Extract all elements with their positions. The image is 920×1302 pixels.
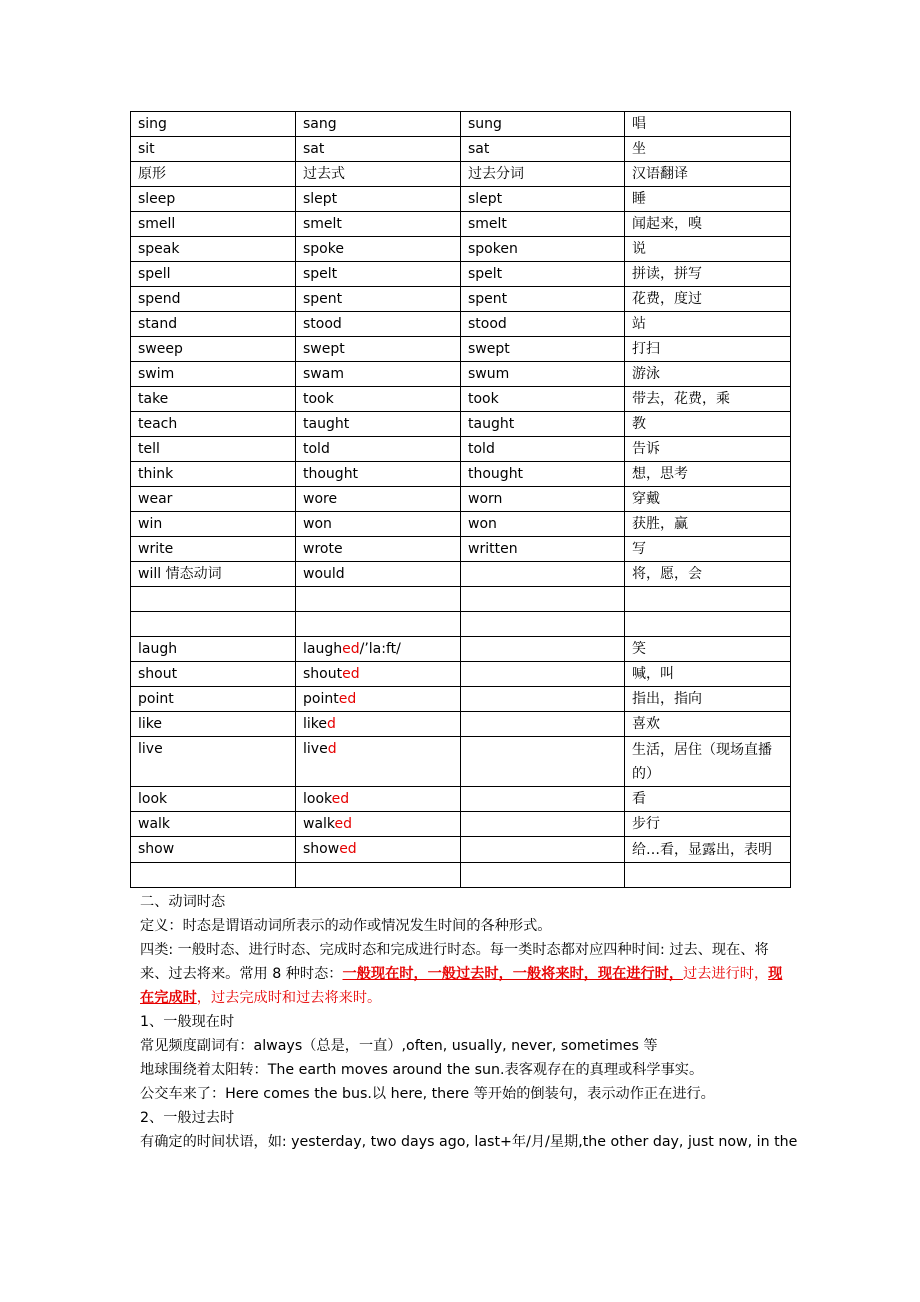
past-stem: point — [303, 691, 339, 707]
base-form-cell: point — [131, 687, 296, 712]
translation-cell: 写 — [625, 537, 791, 562]
past-tense-cell: swam — [296, 362, 461, 387]
past-stem: look — [303, 791, 332, 807]
past-tense-cell: spelt — [296, 262, 461, 287]
base-form-cell: tell — [131, 437, 296, 462]
base-form-cell: win — [131, 512, 296, 537]
table-row — [131, 337, 791, 362]
highlight-tenses-1: 一般现在时，一般过去时，一般将来时，现在进行时， — [342, 966, 684, 982]
empty-cell — [131, 587, 296, 612]
past-participle-cell: swum — [461, 362, 625, 387]
past-suffix: ed — [338, 691, 357, 707]
table-row — [131, 812, 791, 837]
past-participle-cell — [461, 812, 625, 837]
past-tense-cell — [296, 662, 461, 687]
past-participle-cell: spent — [461, 287, 625, 312]
past-tense-cell: told — [296, 437, 461, 462]
base-form-cell: take — [131, 387, 296, 412]
table-row — [131, 662, 791, 687]
base-form-cell: wear — [131, 487, 296, 512]
table-row — [131, 462, 791, 487]
past-tense-cell — [296, 737, 461, 787]
tense-notes — [140, 890, 798, 1154]
past-participle-cell: 过去分词 — [461, 162, 625, 187]
past-tense-cell: thought — [296, 462, 461, 487]
base-form-cell: swim — [131, 362, 296, 387]
definition-text: 定义：时态是谓语动词所表示的动作或情况发生时间的各种形式。 — [140, 918, 552, 934]
past-stem: shout — [303, 666, 343, 682]
empty-row — [131, 612, 791, 637]
table-row — [131, 787, 791, 812]
past-participle-cell: took — [461, 387, 625, 412]
past-participle-cell — [461, 687, 625, 712]
past-tense-cell: wore — [296, 487, 461, 512]
past-stem: like — [303, 716, 328, 732]
table-row — [131, 387, 791, 412]
past-tense-cell: won — [296, 512, 461, 537]
translation-cell: 生活，居住（现场直播的） — [625, 737, 791, 787]
base-form-cell: sleep — [131, 187, 296, 212]
empty-cell — [296, 587, 461, 612]
base-form-cell: teach — [131, 412, 296, 437]
document-page — [130, 111, 798, 1154]
past-participle-cell — [461, 737, 625, 787]
translation-cell: 喜欢 — [625, 712, 791, 737]
translation-cell: 坐 — [625, 137, 791, 162]
past-stem: show — [303, 841, 340, 857]
section-heading: 二、动词时态 — [140, 894, 226, 910]
table-row — [131, 112, 791, 137]
past-tense-cell — [296, 637, 461, 662]
table-row — [131, 637, 791, 662]
base-form-cell: sit — [131, 137, 296, 162]
past-participle-cell: thought — [461, 462, 625, 487]
base-form-cell: spell — [131, 262, 296, 287]
past-tense-cell — [296, 712, 461, 737]
translation-cell: 指出，指向 — [625, 687, 791, 712]
past-tense-cell: spoke — [296, 237, 461, 262]
past-participle-cell — [461, 662, 625, 687]
past-tense-cell: 过去式 — [296, 162, 461, 187]
base-form-cell: speak — [131, 237, 296, 262]
base-form-cell: shout — [131, 662, 296, 687]
translation-cell: 笑 — [625, 637, 791, 662]
base-form-cell: laugh — [131, 637, 296, 662]
past-participle-cell: written — [461, 537, 625, 562]
past-tense-cell: spent — [296, 287, 461, 312]
past-suffix: ed — [334, 816, 353, 832]
table-row — [131, 162, 791, 187]
table-row — [131, 737, 791, 787]
past-participle-cell: taught — [461, 412, 625, 437]
table-row — [131, 362, 791, 387]
verb-table-body — [131, 112, 791, 888]
empty-cell — [296, 863, 461, 888]
table-row — [131, 237, 791, 262]
base-form-cell: walk — [131, 812, 296, 837]
past-participle-cell: sung — [461, 112, 625, 137]
table-row — [131, 287, 791, 312]
past-tense-cell — [296, 812, 461, 837]
table-row — [131, 412, 791, 437]
base-form-cell: live — [131, 737, 296, 787]
past-participle-cell — [461, 837, 625, 863]
base-form-cell: 原形 — [131, 162, 296, 187]
translation-cell: 闻起来，嗅 — [625, 212, 791, 237]
past-tense-cell: taught — [296, 412, 461, 437]
s2-line1: 有确定的时间状语，如: yesterday, two days ago, last+年/月/星期,the other day, just now, in the — [140, 1134, 798, 1150]
base-form-cell: spend — [131, 287, 296, 312]
table-row — [131, 837, 791, 863]
past-tense-cell — [296, 687, 461, 712]
base-form-cell: sing — [131, 112, 296, 137]
past-suffix: d — [327, 741, 337, 757]
past-suffix: d — [327, 716, 336, 732]
past-tense-cell: wrote — [296, 537, 461, 562]
past-tense-cell: smelt — [296, 212, 461, 237]
past-stem: walk — [303, 816, 335, 832]
past-suffix: ed — [331, 791, 350, 807]
translation-cell: 唱 — [625, 112, 791, 137]
translation-cell: 教 — [625, 412, 791, 437]
base-form-cell: write — [131, 537, 296, 562]
past-participle-cell: slept — [461, 187, 625, 212]
past-participle-cell: told — [461, 437, 625, 462]
table-row — [131, 312, 791, 337]
past-progressive-text: 过去进行时， — [683, 966, 769, 982]
base-form-cell: stand — [131, 312, 296, 337]
translation-cell: 打扫 — [625, 337, 791, 362]
table-row — [131, 687, 791, 712]
past-tense-cell: sat — [296, 137, 461, 162]
past-tense-cell: took — [296, 387, 461, 412]
past-participle-cell — [461, 712, 625, 737]
past-tense-cell: slept — [296, 187, 461, 212]
table-row — [131, 137, 791, 162]
base-form-cell: like — [131, 712, 296, 737]
past-tense-cell — [296, 787, 461, 812]
past-participle-cell: swept — [461, 337, 625, 362]
translation-cell: 站 — [625, 312, 791, 337]
base-form-cell: look — [131, 787, 296, 812]
past-tense-cell: stood — [296, 312, 461, 337]
translation-cell: 穿戴 — [625, 487, 791, 512]
translation-cell: 获胜，赢 — [625, 512, 791, 537]
past-participle-cell — [461, 637, 625, 662]
translation-cell: 拼读，拼写 — [625, 262, 791, 287]
translation-cell: 带去，花费，乘 — [625, 387, 791, 412]
empty-cell — [461, 612, 625, 637]
base-form-cell: sweep — [131, 337, 296, 362]
base-form-cell: think — [131, 462, 296, 487]
base-form-cell: smell — [131, 212, 296, 237]
table-row — [131, 187, 791, 212]
translation-cell: 花费，度过 — [625, 287, 791, 312]
base-form-cell: show — [131, 837, 296, 863]
table-row — [131, 212, 791, 237]
s2-title: 2、一般过去时 — [140, 1110, 235, 1126]
table-row — [131, 537, 791, 562]
past-suffix: ed — [342, 641, 360, 657]
empty-cell — [625, 587, 791, 612]
past-tense-cell — [296, 837, 461, 863]
empty-cell — [131, 863, 296, 888]
empty-row — [131, 863, 791, 888]
past-participle-cell: won — [461, 512, 625, 537]
past-stem: live — [303, 741, 328, 757]
empty-cell — [461, 863, 625, 888]
past-participle-cell — [461, 562, 625, 587]
translation-cell: 将，愿，会 — [625, 562, 791, 587]
translation-cell: 看 — [625, 787, 791, 812]
past-suffix: ed — [339, 841, 357, 857]
past-participle-cell: stood — [461, 312, 625, 337]
translation-cell: 说 — [625, 237, 791, 262]
table-row — [131, 512, 791, 537]
four-types-text — [140, 938, 790, 1010]
past-tense-cell: sang — [296, 112, 461, 137]
past-participle-cell — [461, 787, 625, 812]
past-participle-cell: worn — [461, 487, 625, 512]
empty-cell — [131, 612, 296, 637]
remaining-tenses-text: ，过去完成时和过去将来时。 — [196, 990, 382, 1006]
empty-cell — [296, 612, 461, 637]
translation-cell: 告诉 — [625, 437, 791, 462]
translation-cell: 喊，叫 — [625, 662, 791, 687]
s1-line1: 常见频度副词有：always（总是，一直）,often, usually, never, sometimes 等 — [140, 1038, 658, 1054]
past-participle-cell: smelt — [461, 212, 625, 237]
translation-cell: 步行 — [625, 812, 791, 837]
table-row — [131, 562, 791, 587]
highlight-tenses-2: 现在完成时 — [140, 966, 783, 1006]
past-tense-cell: would — [296, 562, 461, 587]
pronunciation: /’la:ft/ — [359, 641, 401, 657]
past-participle-cell: sat — [461, 137, 625, 162]
past-stem: laugh — [303, 641, 343, 657]
past-suffix: ed — [342, 666, 360, 682]
s1-title: 1、一般现在时 — [140, 1014, 235, 1030]
table-row — [131, 712, 791, 737]
empty-cell — [461, 587, 625, 612]
empty-row — [131, 587, 791, 612]
verb-table — [130, 111, 791, 888]
translation-cell: 给…看，显露出，表明 — [625, 837, 791, 863]
translation-cell: 游泳 — [625, 362, 791, 387]
table-row — [131, 262, 791, 287]
translation-cell: 想，思考 — [625, 462, 791, 487]
table-row — [131, 487, 791, 512]
past-participle-cell: spelt — [461, 262, 625, 287]
empty-cell — [625, 612, 791, 637]
past-tense-cell: swept — [296, 337, 461, 362]
translation-cell: 睡 — [625, 187, 791, 212]
four-types-intro: 四类: 一般时态、进行时态、完成时态和完成进行时态。每一类时态都对应四种时间: 过去、现在、将来、过去将来。常用 8 种时态： — [140, 942, 769, 982]
table-row — [131, 437, 791, 462]
s1-line3: 公交车来了：Here comes the bus.以 here, there 等开始的倒装句，表示动作正在进行。 — [140, 1086, 715, 1102]
s1-line2: 地球围绕着太阳转：The earth moves around the sun.表客观存在的真理或科学事实。 — [140, 1062, 704, 1078]
base-form-cell: will 情态动词 — [131, 562, 296, 587]
past-participle-cell: spoken — [461, 237, 625, 262]
empty-cell — [625, 863, 791, 888]
translation-cell: 汉语翻译 — [625, 162, 791, 187]
